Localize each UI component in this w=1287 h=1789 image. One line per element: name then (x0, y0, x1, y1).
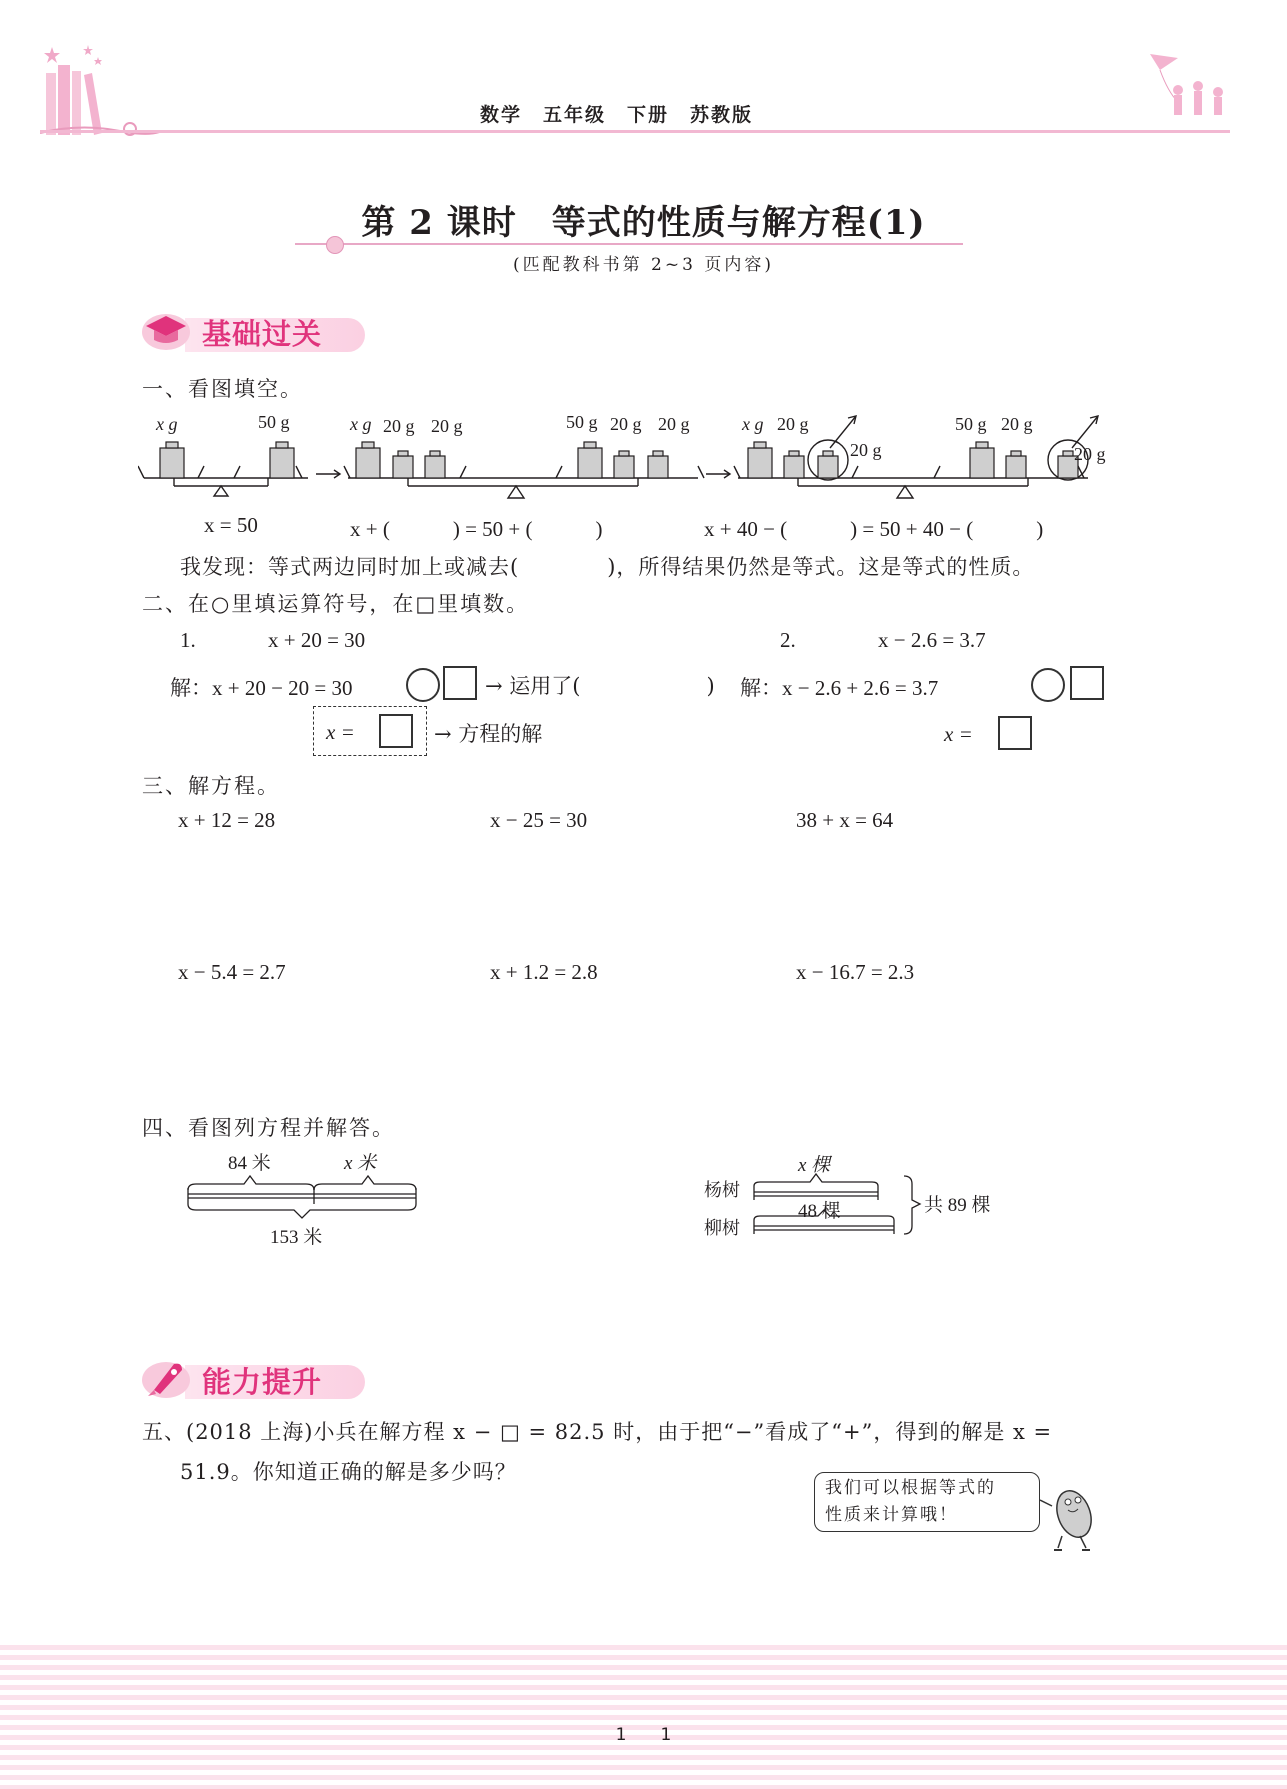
scale1-left-label: x g (156, 414, 178, 434)
scale3-left-x-label: x g (742, 414, 764, 434)
q3-equation-1: x + 12 = 28 (178, 808, 276, 832)
q3-equation-5: x + 1.2 = 2.8 (490, 960, 598, 984)
scale3-left-out-label: 20 g (850, 440, 882, 460)
header-rule (40, 130, 1230, 133)
q4-fig2-liu-value: 48 棵 (798, 1201, 841, 1222)
q1-eq1: x = 50 (204, 513, 258, 537)
header-text: 数学 五年级 下册 苏教版 (480, 104, 754, 126)
hint-line2: 性质来计算哦！ (825, 1505, 958, 1525)
q1-finding: 我发现：等式两边同时加上或减去( )，所得结果仍然是等式。这是等式的性质。 (180, 555, 1035, 579)
section-basic-title: 基础过关 (202, 317, 323, 351)
q4-fig1-a: 84 米 (228, 1153, 271, 1174)
graduation-cap-icon (140, 308, 192, 352)
q3-title: 三、解方程。 (142, 774, 280, 798)
lesson-subtitle: (匹配教科书第 2~3 页内容) (513, 255, 774, 275)
q5-line2: 51.9。你知道正确的解是多少吗？ (180, 1460, 517, 1484)
q2-p2-equation: x − 2.6 = 3.7 (878, 628, 986, 652)
q2-p1-equation: x + 20 = 30 (268, 628, 366, 652)
scale3-right-50-label: 50 g (955, 414, 987, 434)
rocket-icon (140, 1356, 192, 1400)
scale3-right-out-label: 20 g (1074, 444, 1106, 464)
q2-title: 二、在○里填运算符号，在□里填数。 (142, 592, 530, 616)
q4-fig1-b: x 米 (344, 1153, 377, 1174)
lesson-title: 第 2 课时 等式的性质与解方程(1) (361, 203, 926, 243)
q2-p1-operator-circle[interactable] (406, 668, 440, 702)
scale2-right-50-label: 50 g (566, 412, 598, 432)
scale2-left-a-label: 20 g (383, 416, 415, 436)
q3-equation-2: x − 25 = 30 (490, 808, 588, 832)
hint-line1: 我们可以根据等式的 (825, 1478, 996, 1498)
q4-fig2-yang-value: x 棵 (798, 1155, 831, 1176)
section-advanced-title: 能力提升 (202, 1365, 323, 1399)
q2-p1-number: 1. (180, 628, 196, 652)
q2-p1-solution: 解：x + 20 − 20 = 30 (170, 676, 353, 700)
q2-p2-number-box[interactable] (1070, 666, 1104, 700)
q1-eq2: x + ( ) = 50 + ( ) (350, 517, 603, 541)
q1-title: 一、看图填空。 (142, 377, 303, 401)
q2-p1-used: → 运用了( ) (485, 674, 715, 698)
q1-eq3: x + 40 − ( ) = 50 + 40 − ( ) (704, 517, 1044, 541)
q4-fig1-total: 153 米 (270, 1227, 323, 1248)
q3-equation-4: x − 5.4 = 2.7 (178, 960, 286, 984)
scale3-left-a-label: 20 g (777, 414, 809, 434)
q2-p2-x-label: x = (944, 722, 973, 746)
q2-p2-solution: 解：x − 2.6 + 2.6 = 3.7 (740, 676, 939, 700)
hint-bubble (814, 1472, 1040, 1532)
title-rule (295, 243, 963, 245)
scale2-right-a-label: 20 g (610, 414, 642, 434)
q2-p2-operator-circle[interactable] (1031, 668, 1065, 702)
q3-equation-6: x − 16.7 = 2.3 (796, 960, 915, 984)
q5-line1: 五、(2018 上海)小兵在解方程 x − □ = 82.5 时，由于把“−”看成了“+”，得到的解是 x = (142, 1420, 1053, 1444)
q2-p1-number-box[interactable] (443, 666, 477, 700)
page-number: 1 1 (615, 1725, 672, 1745)
q2-p1-answer-box[interactable] (379, 714, 413, 748)
q4-fig2-total: 共 89 棵 (924, 1195, 991, 1216)
footer-stripes (0, 1645, 1287, 1789)
scale2-left-x-label: x g (350, 414, 372, 434)
q4-fig2-yang-label: 杨树 (704, 1180, 740, 1201)
scale2-right-b-label: 20 g (658, 414, 690, 434)
q2-p2-number: 2. (780, 628, 796, 652)
scale3-right-a-label: 20 g (1001, 414, 1033, 434)
q4-title: 四、看图列方程并解答。 (142, 1116, 395, 1140)
q2-p2-answer-box[interactable] (998, 716, 1032, 750)
scale2-left-b-label: 20 g (431, 416, 463, 436)
header-decor-right (1148, 52, 1238, 132)
q4-fig2-liu-label: 柳树 (704, 1218, 740, 1239)
q2-p1-x-label: x = (326, 720, 355, 744)
scale1-right-label: 50 g (258, 412, 290, 432)
bean-mascot-icon (1040, 1480, 1110, 1554)
q3-equation-3: 38 + x = 64 (796, 808, 894, 832)
q2-p1-note: → 方程的解 (434, 722, 543, 746)
